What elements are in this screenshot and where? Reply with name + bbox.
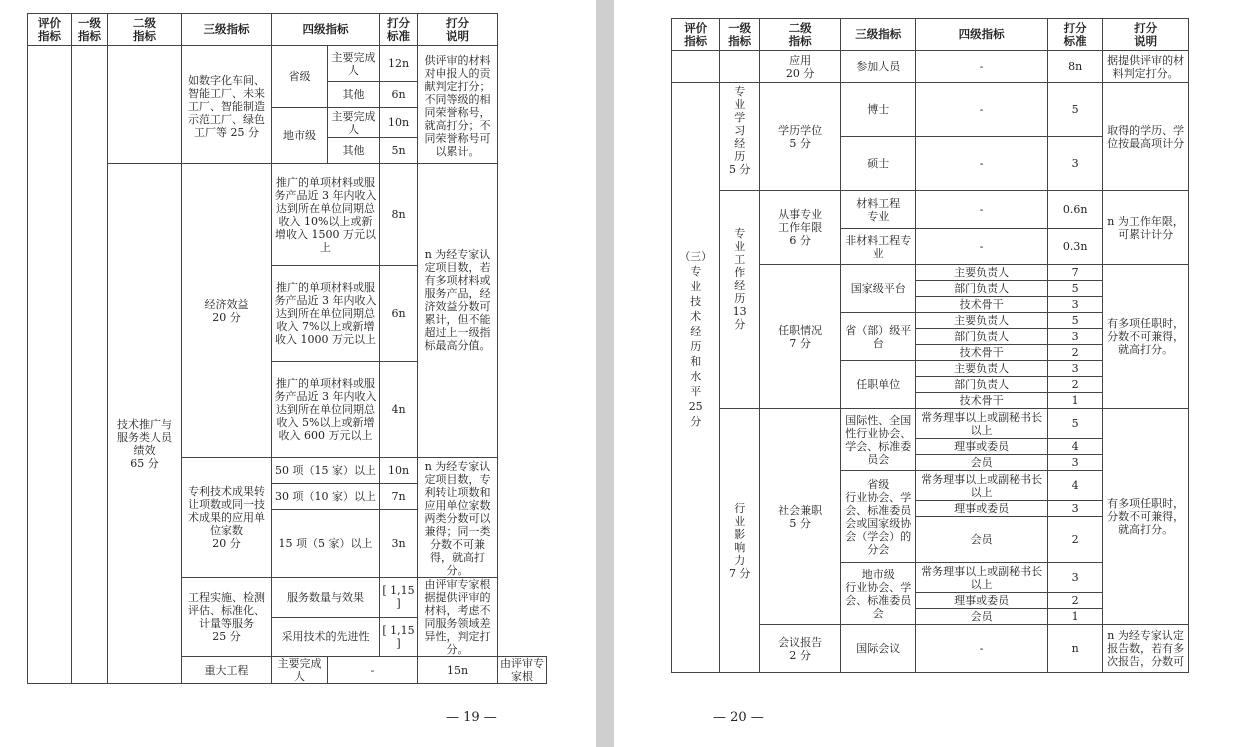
siji-zhongda: - [328, 657, 418, 684]
siji-d-gugan: 技术骨干 [916, 393, 1048, 409]
cell-yiji-empty [72, 46, 108, 684]
score-shuzihua-4: 5n [380, 138, 418, 164]
siji-b-changwu: 常务理事以上或副秘书长以上 [916, 471, 1048, 501]
header-dafen-biaozhun-r: 打分 标准 [1048, 19, 1103, 51]
sanji-boshi: 博士 [841, 83, 916, 137]
siji-zhuanli-1: 50 项（15 家）以上 [272, 458, 380, 484]
erji-zhongda: 重大工程 [182, 657, 272, 684]
siji-zhuyao-1: 主要完成人 [328, 46, 380, 82]
score-zhuanli-3: 3n [380, 510, 418, 578]
shuoming-xueli: 取得的学历、学位按最高项计分 [1103, 83, 1189, 191]
siji-g-bumen: 部门负责人 [916, 281, 1048, 297]
score-gongcheng-1: [ 1,15 ] [380, 578, 418, 618]
shuoming-jingji: n 为经专家认定项目数，若有多项材料或服务产品，经济效益分数可累计，但不能超过上一级指标最高分值。 [418, 164, 498, 458]
score-a3: 3 [1048, 455, 1103, 471]
sanji-fei: 非材料工程专 业 [841, 229, 916, 265]
header-yiji-r: 一级 指标 [720, 19, 760, 51]
siji-d-zhuyao: 主要负责人 [916, 361, 1048, 377]
siji-canjia: - [916, 51, 1048, 83]
shuoming-renzhi: 有多项任职时，分数不可兼得，就高打分。 [1103, 265, 1189, 409]
erji-xueli: 学历学位 5 分 [759, 83, 840, 191]
score-shuzihua-2: 6n [380, 82, 418, 108]
siji-jingji-2: 推广的单项材料或服务产品近 3 年内收入达到所在单位同期总收入 7%以上或新增收入 1000 万元以上 [272, 266, 380, 362]
shuoming-gongcheng: 由评审专家根据提供评审的材料，考虑不同服务领域差异性，判定打分。 [418, 578, 498, 657]
score-shuzihua-1: 12n [380, 46, 418, 82]
erji-shehui: 社会兼职 5 分 [759, 409, 840, 625]
score-a2: 4 [1048, 439, 1103, 455]
score-g3: 3 [1048, 297, 1103, 313]
pingjia-san [672, 83, 720, 673]
shuoming-zhongda: 由评审专家根 [498, 657, 547, 684]
header-sanji: 三级指标 [182, 14, 272, 46]
score-zhuanli-1: 10n [380, 458, 418, 484]
siji-b-lishi: 理事或委员 [916, 501, 1048, 517]
siji-fei: - [916, 229, 1048, 265]
score-fei: 0.3n [1048, 229, 1103, 265]
header-siji-r: 四级指标 [916, 19, 1048, 51]
score-d2: 2 [1048, 377, 1103, 393]
score-b2: 3 [1048, 501, 1103, 517]
score-cailiao: 0.6n [1048, 191, 1103, 229]
siji-shuoshi: - [916, 137, 1048, 191]
shuoming-shuzihua: 供评审的材料对申报人的贡献判定打分；不同等级的相同荣誉称号，就高打分；不同荣誉称号可以累计。 [418, 46, 498, 164]
siji-c-changwu: 常务理事以上或副秘书长以上 [916, 563, 1048, 593]
header-pingjia: 评价 指标 [28, 14, 72, 46]
sanji-danwei: 任职单位 [841, 361, 916, 409]
score-g1: 7 [1048, 265, 1103, 281]
shuoming-huiyi: n 为经专家认定报告数，若有多次报告，分数可 [1103, 625, 1189, 673]
score-p3: 2 [1048, 345, 1103, 361]
header-erji: 二级 指标 [108, 14, 182, 46]
page-right [614, 0, 1233, 747]
siji-dishi: 地市级 [272, 108, 328, 164]
siji-gongcheng-1: 服务数量与效果 [272, 578, 380, 618]
sanji-dishi-org: 地市级 行业协会、学会、标准委员会 [841, 563, 916, 625]
score-jingji-3: 4n [380, 362, 418, 458]
page-number-right: — 20 — [713, 710, 764, 725]
siji-a-changwu: 常务理事以上或副秘书长以上 [916, 409, 1048, 439]
header-siji: 四级指标 [272, 14, 380, 46]
cell-pingjia-top-empty [672, 51, 720, 83]
page-number-left: — 19 — [446, 710, 497, 725]
score-c2: 2 [1048, 593, 1103, 609]
siji-sheng: 省级 [272, 46, 328, 108]
siji-guoji-huiyi: - [916, 625, 1048, 673]
sanji-guoji-org: 国际性、全国性行业协会、学会、标准委员会 [841, 409, 916, 471]
yiji-gongzuo: 专 业 工 作 经 历 13 分 [720, 191, 760, 409]
page-left [0, 0, 596, 747]
score-a1: 5 [1048, 409, 1103, 439]
header-erji-r: 二级 指标 [759, 19, 840, 51]
score-d1: 3 [1048, 361, 1103, 377]
score-g2: 5 [1048, 281, 1103, 297]
score-huiyi: n [1048, 625, 1103, 673]
page-gutter [596, 0, 614, 747]
header-yiji: 一级 指标 [72, 14, 108, 46]
siji-qita-1: 其他 [328, 82, 380, 108]
siji-p-gugan: 技术骨干 [916, 345, 1048, 361]
score-jingji-1: 8n [380, 164, 418, 266]
sanji-guoji-huiyi: 国际会议 [841, 625, 916, 673]
cell-yiji-top-empty [720, 51, 760, 83]
shuoming-canjia: 据提供评审的材料判定打分。 [1103, 51, 1189, 83]
pingjia-san-text: （三） 专 业 技 术 经 历 和 水 平 25 分 [679, 250, 713, 428]
sanji-zhongda: 主要完成人 [272, 657, 328, 684]
sanji-zhuanli: 专利技术成果转让项数或同一技术成果的应用单位家数 20 分 [182, 458, 272, 578]
score-canjia: 8n [1048, 51, 1103, 83]
score-p1: 5 [1048, 313, 1103, 329]
erji-yingyong: 应用 20 分 [759, 51, 840, 83]
siji-qita-2: 其他 [328, 138, 380, 164]
siji-cailiao: - [916, 191, 1048, 229]
yiji-xueli: 专 业 学 习 经 历 5 分 [720, 83, 760, 191]
erji-nianxian: 从事专业 工作年限 6 分 [759, 191, 840, 265]
shuoming-nianxian: n 为工作年限，可累计计分 [1103, 191, 1189, 265]
scoring-table-left [27, 13, 547, 684]
sanji-shuzihua: 如数字化车间、智能工厂、未来工厂、智能制造示范工厂、绿色工厂等 25 分 [182, 46, 272, 164]
siji-zhuanli-2: 30 项（10 家）以上 [272, 484, 380, 510]
sanji-gongcheng: 工程实施、检测评估、标准化、计量等服务 25 分 [182, 578, 272, 657]
score-boshi: 5 [1048, 83, 1103, 137]
shuoming-zhuanli: n 为经专家认定项目数，专利转让项数和应用单位家数两类分数可以兼得；同一类分数不可兼得，就高打分。 [418, 458, 498, 578]
score-c3: 1 [1048, 609, 1103, 625]
score-gongcheng-2: [ 1,15 ] [380, 617, 418, 657]
siji-jingji-3: 推广的单项材料或服务产品近 3 年内收入达到所在单位同期总收入 5%以上或新增收入 600 万元以上 [272, 362, 380, 458]
score-zhongda: 15n [418, 657, 498, 684]
sanji-sheng: 省（部）级平 台 [841, 313, 916, 361]
score-d3: 1 [1048, 393, 1103, 409]
score-c1: 3 [1048, 563, 1103, 593]
siji-boshi: - [916, 83, 1048, 137]
score-zhuanli-2: 7n [380, 484, 418, 510]
erji-jishu-tuiguang: 技术推广与 服务类人员 绩效 65 分 [108, 164, 182, 684]
cell-erji-empty [108, 46, 182, 164]
siji-zhuanli-3: 15 项（5 家）以上 [272, 510, 380, 578]
siji-c-lishi: 理事或委员 [916, 593, 1048, 609]
erji-huiyi: 会议报告 2 分 [759, 625, 840, 673]
siji-zhuyao-2: 主要完成人 [328, 108, 380, 138]
header-dafen-shuoming-r: 打分 说明 [1103, 19, 1189, 51]
siji-p-zhuyao: 主要负责人 [916, 313, 1048, 329]
erji-renzhi: 任职情况 7 分 [759, 265, 840, 409]
score-b1: 4 [1048, 471, 1103, 501]
score-jingji-2: 6n [380, 266, 418, 362]
header-pingjia-r: 评价 指标 [672, 19, 720, 51]
sanji-shuoshi: 硕士 [841, 137, 916, 191]
siji-b-huiyuan: 会员 [916, 517, 1048, 563]
sanji-canjia: 参加人员 [841, 51, 916, 83]
siji-gongcheng-2: 采用技术的先进性 [272, 617, 380, 657]
sanji-cailiao: 材料工程 专业 [841, 191, 916, 229]
sanji-sheng-org: 省级 行业协会、学会、标准委员会或国家级协会（学会）的分会 [841, 471, 916, 563]
cell-pingjia-empty [28, 46, 72, 684]
header-dafen-biaozhun: 打分 标准 [380, 14, 418, 46]
scoring-table-right [671, 18, 1189, 673]
score-b3: 2 [1048, 517, 1103, 563]
score-p2: 3 [1048, 329, 1103, 345]
yiji-yingxiang: 行 业 影 响 力 7 分 [720, 409, 760, 673]
siji-c-huiyuan: 会员 [916, 609, 1048, 625]
siji-d-bumen: 部门负责人 [916, 377, 1048, 393]
header-sanji-r: 三级指标 [841, 19, 916, 51]
sanji-jingji: 经济效益 20 分 [182, 164, 272, 458]
siji-g-zhuyao: 主要负责人 [916, 265, 1048, 281]
score-shuoshi: 3 [1048, 137, 1103, 191]
score-shuzihua-3: 10n [380, 108, 418, 138]
siji-g-gugan: 技术骨干 [916, 297, 1048, 313]
siji-a-lishi: 理事或委员 [916, 439, 1048, 455]
siji-a-huiyuan: 会员 [916, 455, 1048, 471]
header-dafen-shuoming: 打分 说明 [418, 14, 498, 46]
siji-jingji-1: 推广的单项材料或服务产品近 3 年内收入达到所在单位同期总收入 10%以上或新增收入 1500 万元以上 [272, 164, 380, 266]
shuoming-shehui: 有多项任职时，分数不可兼得，就高打分。 [1103, 409, 1189, 625]
sanji-guojia: 国家级平台 [841, 265, 916, 313]
siji-p-bumen: 部门负责人 [916, 329, 1048, 345]
